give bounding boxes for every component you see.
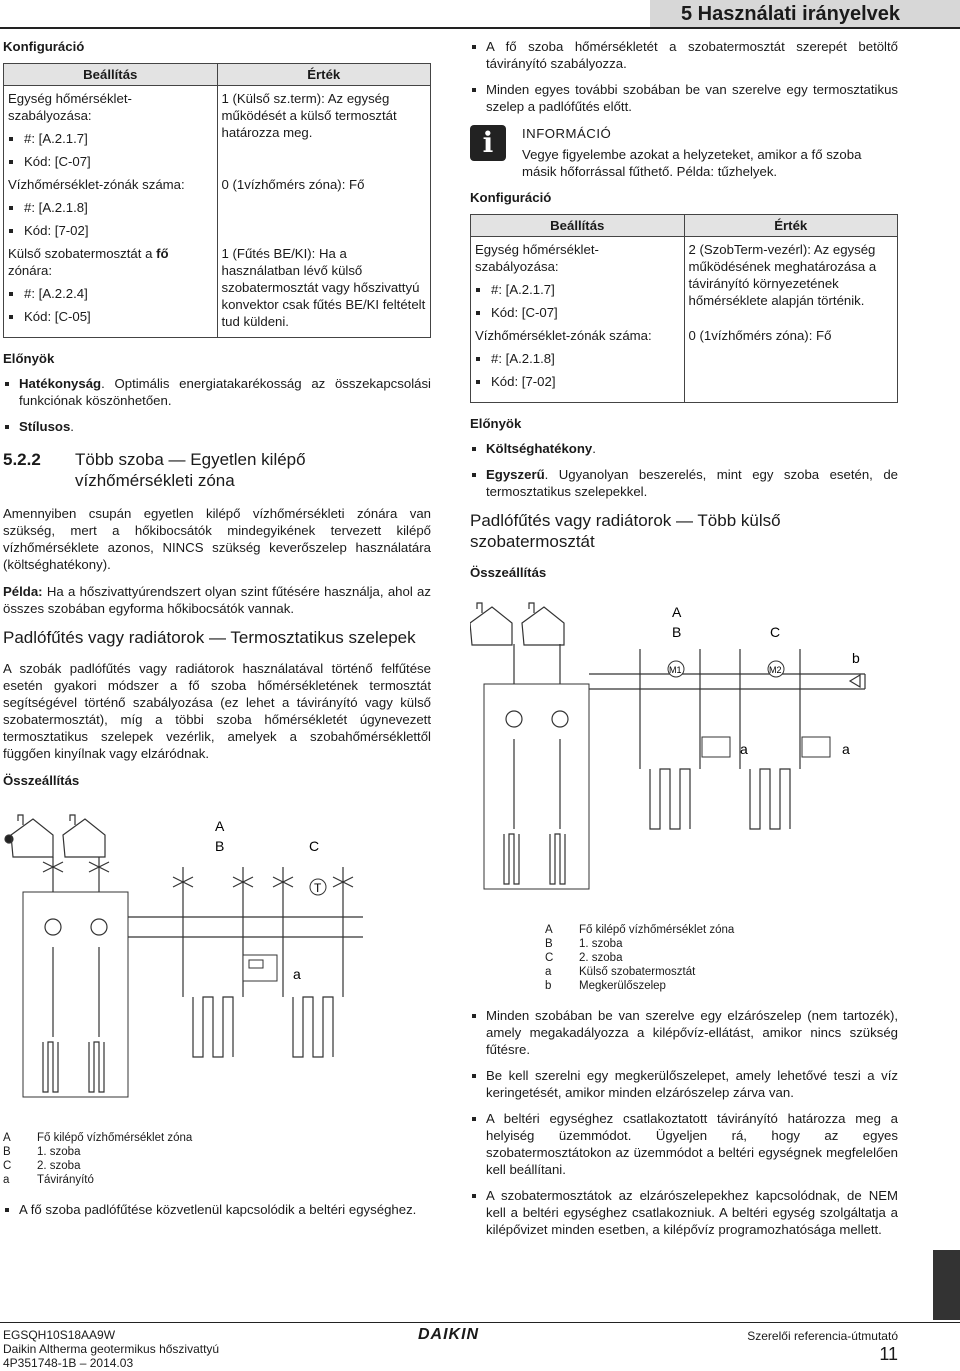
indoor-unit xyxy=(23,892,128,1097)
col-value-header: Érték xyxy=(217,64,431,86)
thermostat-icon xyxy=(802,737,830,757)
bottom-bullets xyxy=(470,1007,898,1238)
brand-logo: DAIKIN xyxy=(418,1326,480,1343)
setting-cell xyxy=(4,176,218,245)
setting-label: Vízhőmérséklet-zónák száma: xyxy=(475,328,652,343)
table-row xyxy=(4,176,431,245)
footer-product: Daikin Altherma geotermikus hőszivattyú xyxy=(3,1342,220,1356)
setting-code: Kód: [7-02] xyxy=(8,222,213,239)
chapter-tab xyxy=(933,1250,960,1320)
footer-model: EGSQH10S18AA9W xyxy=(3,1328,116,1342)
top-bullets xyxy=(470,38,898,115)
footer-manual: Szerelői referencia-útmutató xyxy=(747,1329,898,1343)
label-B: B xyxy=(672,624,682,640)
setting-path: #: [A.2.1.7] xyxy=(8,130,213,147)
list-item: A fő szoba hőmérsékletét a szobatermosztát szerepét betöltő távirányító szabályozza. xyxy=(470,38,898,72)
list-item: Költséghatékony. xyxy=(470,440,898,457)
legend-key: C xyxy=(3,1160,12,1172)
value-cell: 2 (SzobTerm-vezérl): Az egység működésének meghatározása a távirányító környezetének hőmérséklete alapján történik. xyxy=(684,237,898,328)
legend-value: 2. szoba xyxy=(579,952,623,964)
section-heading xyxy=(3,449,431,491)
label-M2: M2 xyxy=(769,665,782,675)
list-item: A szobatermosztátok az elzárószelepekhez kapcsolódnak, de NEM kell a beltéri egységhez csatlakozniuk. A beltéri egység szolgáltatja a kilépővizet minden esetben, a kilépővíz programozhatósága mellett. xyxy=(470,1187,898,1238)
house-icon xyxy=(5,815,53,857)
legend-value: Fő kilépő vízhőmérséklet zóna xyxy=(579,924,735,936)
legend-key: a xyxy=(3,1174,10,1186)
label-a: a xyxy=(293,966,301,982)
house-icon xyxy=(63,815,105,857)
info-icon: i xyxy=(470,125,506,161)
config-heading: Konfiguráció xyxy=(470,190,552,205)
legend-left xyxy=(3,1131,431,1187)
setting-cell xyxy=(4,245,218,337)
house-icon xyxy=(470,603,512,645)
config-table xyxy=(3,63,431,338)
setting-label: Külső szobatermosztát a fő zónára: xyxy=(8,246,169,278)
setting-code: Kód: [C-05] xyxy=(8,308,213,325)
label-b: b xyxy=(852,650,860,666)
setting-path: #: [A.2.1.7] xyxy=(475,281,680,298)
setting-label: Egység hőmérséklet-szabályozása: xyxy=(8,91,132,123)
list-item: Be kell szerelni egy megkerülőszelepet, amely lehetővé teszi a víz keringetését, amikor minden elzárószelep zárva van. xyxy=(470,1067,898,1101)
value-cell: 1 (Fűtés BE/KI): Ha a használatban lévő külső szobatermosztát vagy hőszivattyú konvektor csak fűtés BE/KI feltételt tud küldeni. xyxy=(217,245,431,337)
info-text: Vegye figyelembe azokat a helyzeteket, amikor a fő szoba másik hőforrással fűthető. Példa: tűzhelyek. xyxy=(522,147,862,179)
setting-code: Kód: [C-07] xyxy=(8,153,213,170)
label-T: T xyxy=(314,881,322,895)
legend-key: A xyxy=(545,924,553,936)
right-column xyxy=(470,38,898,1248)
final-bullets xyxy=(3,1201,431,1218)
chapter-title: 5 Használati irányelvek xyxy=(680,3,900,25)
legend-key: a xyxy=(545,966,552,978)
left-column xyxy=(3,38,431,1228)
indoor-unit xyxy=(484,684,589,889)
config-table xyxy=(470,214,898,403)
header-rule xyxy=(0,27,960,29)
footer-left xyxy=(3,1328,219,1370)
example-paragraph: Példa: Ha a hőszivattyúrendszert olyan szint fűtésére használja, ahol az összes szobában egyforma hőkibocsátók vannak. xyxy=(3,584,431,616)
legend-value: 1. szoba xyxy=(37,1146,81,1158)
table-row xyxy=(4,245,431,337)
setting-path: #: [A.2.1.8] xyxy=(475,350,680,367)
benefits-heading: Előnyök xyxy=(3,351,55,366)
table-row xyxy=(471,237,898,328)
setting-cell xyxy=(471,327,685,402)
list-item: Minden egyes további szobában be van szerelve egy termosztatikus szelep a padlófűtés előtt. xyxy=(470,81,898,115)
table-row xyxy=(4,86,431,177)
assembly-heading: Összeállítás xyxy=(470,565,547,580)
page-header xyxy=(0,0,960,28)
benefits-heading: Előnyök xyxy=(470,416,522,431)
table-header-row xyxy=(471,215,898,237)
table-row xyxy=(471,327,898,402)
thermostat-icon xyxy=(702,737,730,757)
config-heading: Konfiguráció xyxy=(3,39,85,54)
assembly-diagram-left xyxy=(3,797,431,1127)
paragraph: A szobák padlófűtés vagy radiátorok használatával történő felfűtése esetén gyakori módszer a fő szoba hőmérsékletének termosztát segítségével történő szabályozása (ez lehet a távirányító vagy külső szobatermosztát), míg a többi szoba hőmérsékletét úgynevezett termosztatikus szelepek vezérlik, amelyek a szobahőmérséklettől függően kinyílnak vagy elzáródnak. xyxy=(3,661,431,761)
assembly-heading: Összeállítás xyxy=(3,773,80,788)
subsection-title: Padlófűtés vagy radiátorok — Több külső szobatermosztát xyxy=(470,511,781,551)
label-A: A xyxy=(672,604,682,620)
legend-key: b xyxy=(545,980,552,992)
label-a: a xyxy=(740,741,748,757)
page-number: 11 xyxy=(879,1344,898,1364)
section-title: Több szoba — Egyetlen kilépő vízhőmérsékleti zóna xyxy=(75,450,306,490)
label-a: a xyxy=(842,741,850,757)
setting-cell xyxy=(4,86,218,177)
setting-label: Egység hőmérséklet-szabályozása: xyxy=(475,242,599,274)
legend-value: Távirányító xyxy=(37,1174,94,1186)
paragraph: Amennyiben csupán egyetlen kilépő vízhőmérsékleti zónára van szükség, mert a hőkibocsátók mindegyikének tervezett kilépő vízhőmérséklete azonos, NINCS szükség keverőszelep használatára (költséghatékony). xyxy=(3,506,431,572)
legend-right xyxy=(545,923,898,993)
section-number: 5.2.2 xyxy=(3,450,41,469)
legend-key: A xyxy=(3,1132,11,1144)
footer-doc: 4P351748-1B – 2014.03 xyxy=(3,1356,134,1370)
legend-key: B xyxy=(545,938,553,950)
assembly-diagram-right xyxy=(470,589,898,919)
house-icon xyxy=(522,603,564,645)
legend-key: B xyxy=(3,1146,11,1158)
list-item: Minden szobában be van szerelve egy elzárószelep (nem tartozék), amely megakadályozza a kilépővíz-ellátást, amikor nincs szükség fűtésre. xyxy=(470,1007,898,1058)
info-title: INFORMÁCIÓ xyxy=(522,126,612,141)
table-header-row xyxy=(4,64,431,86)
setting-code: Kód: [C-07] xyxy=(475,304,680,321)
legend-value: Fő kilépő vízhőmérséklet zóna xyxy=(37,1132,193,1144)
legend-value: 2. szoba xyxy=(37,1160,81,1172)
label-M1: M1 xyxy=(669,665,682,675)
setting-label: Vízhőmérséklet-zónák száma: xyxy=(8,177,185,192)
legend-value: Megkerülőszelep xyxy=(579,980,666,992)
label-A: A xyxy=(215,818,225,834)
setting-cell xyxy=(471,237,685,328)
label-C: C xyxy=(309,838,320,854)
setting-code: Kód: [7-02] xyxy=(475,373,680,390)
value-cell: 1 (Külső sz.term): Az egység működését a külső termosztát határozza meg. xyxy=(217,86,431,177)
col-setting-header: Beállítás xyxy=(471,215,685,237)
legend-value: Külső szobatermosztát xyxy=(579,966,696,978)
value-cell: 0 (1vízhőmérs zóna): Fő xyxy=(684,327,898,402)
list-item: A beltéri egységhez csatlakoztatott távirányító határozza meg a helyiség üzemmódot. Ügyeljen rá, hogy az egyes szobatermosztátokon az üzemmódot a beltéri egységnek megfelelően kell beállítani. xyxy=(470,1110,898,1178)
value-cell: 0 (1vízhőmérs zóna): Fő xyxy=(217,176,431,245)
list-item: A fő szoba padlófűtése közvetlenül kapcsolódik a beltéri egységhez. xyxy=(3,1201,431,1218)
legend-key: C xyxy=(545,952,554,964)
subsection-title: Padlófűtés vagy radiátorok — Termosztatikus szelepek xyxy=(3,628,416,647)
list-item: Stílusos. xyxy=(3,418,431,435)
setting-path: #: [A.2.1.8] xyxy=(8,199,213,216)
label-B: B xyxy=(215,838,225,854)
legend-value: 1. szoba xyxy=(579,938,623,950)
footer-rule xyxy=(0,1322,960,1323)
benefits-list xyxy=(3,375,431,435)
list-item: Hatékonyság. Optimális energiatakarékosság az összekapcsolási funkciónak köszönhetően. xyxy=(3,375,431,409)
info-box xyxy=(470,125,898,181)
label-C: C xyxy=(770,624,781,640)
setting-path: #: [A.2.2.4] xyxy=(8,285,213,302)
list-item: Egyszerű. Ugyanolyan beszerelés, mint egy szoba esetén, de termosztatikus szelepekkel. xyxy=(470,466,898,500)
benefits-list xyxy=(470,440,898,500)
col-value-header: Érték xyxy=(684,215,898,237)
col-setting-header: Beállítás xyxy=(4,64,218,86)
